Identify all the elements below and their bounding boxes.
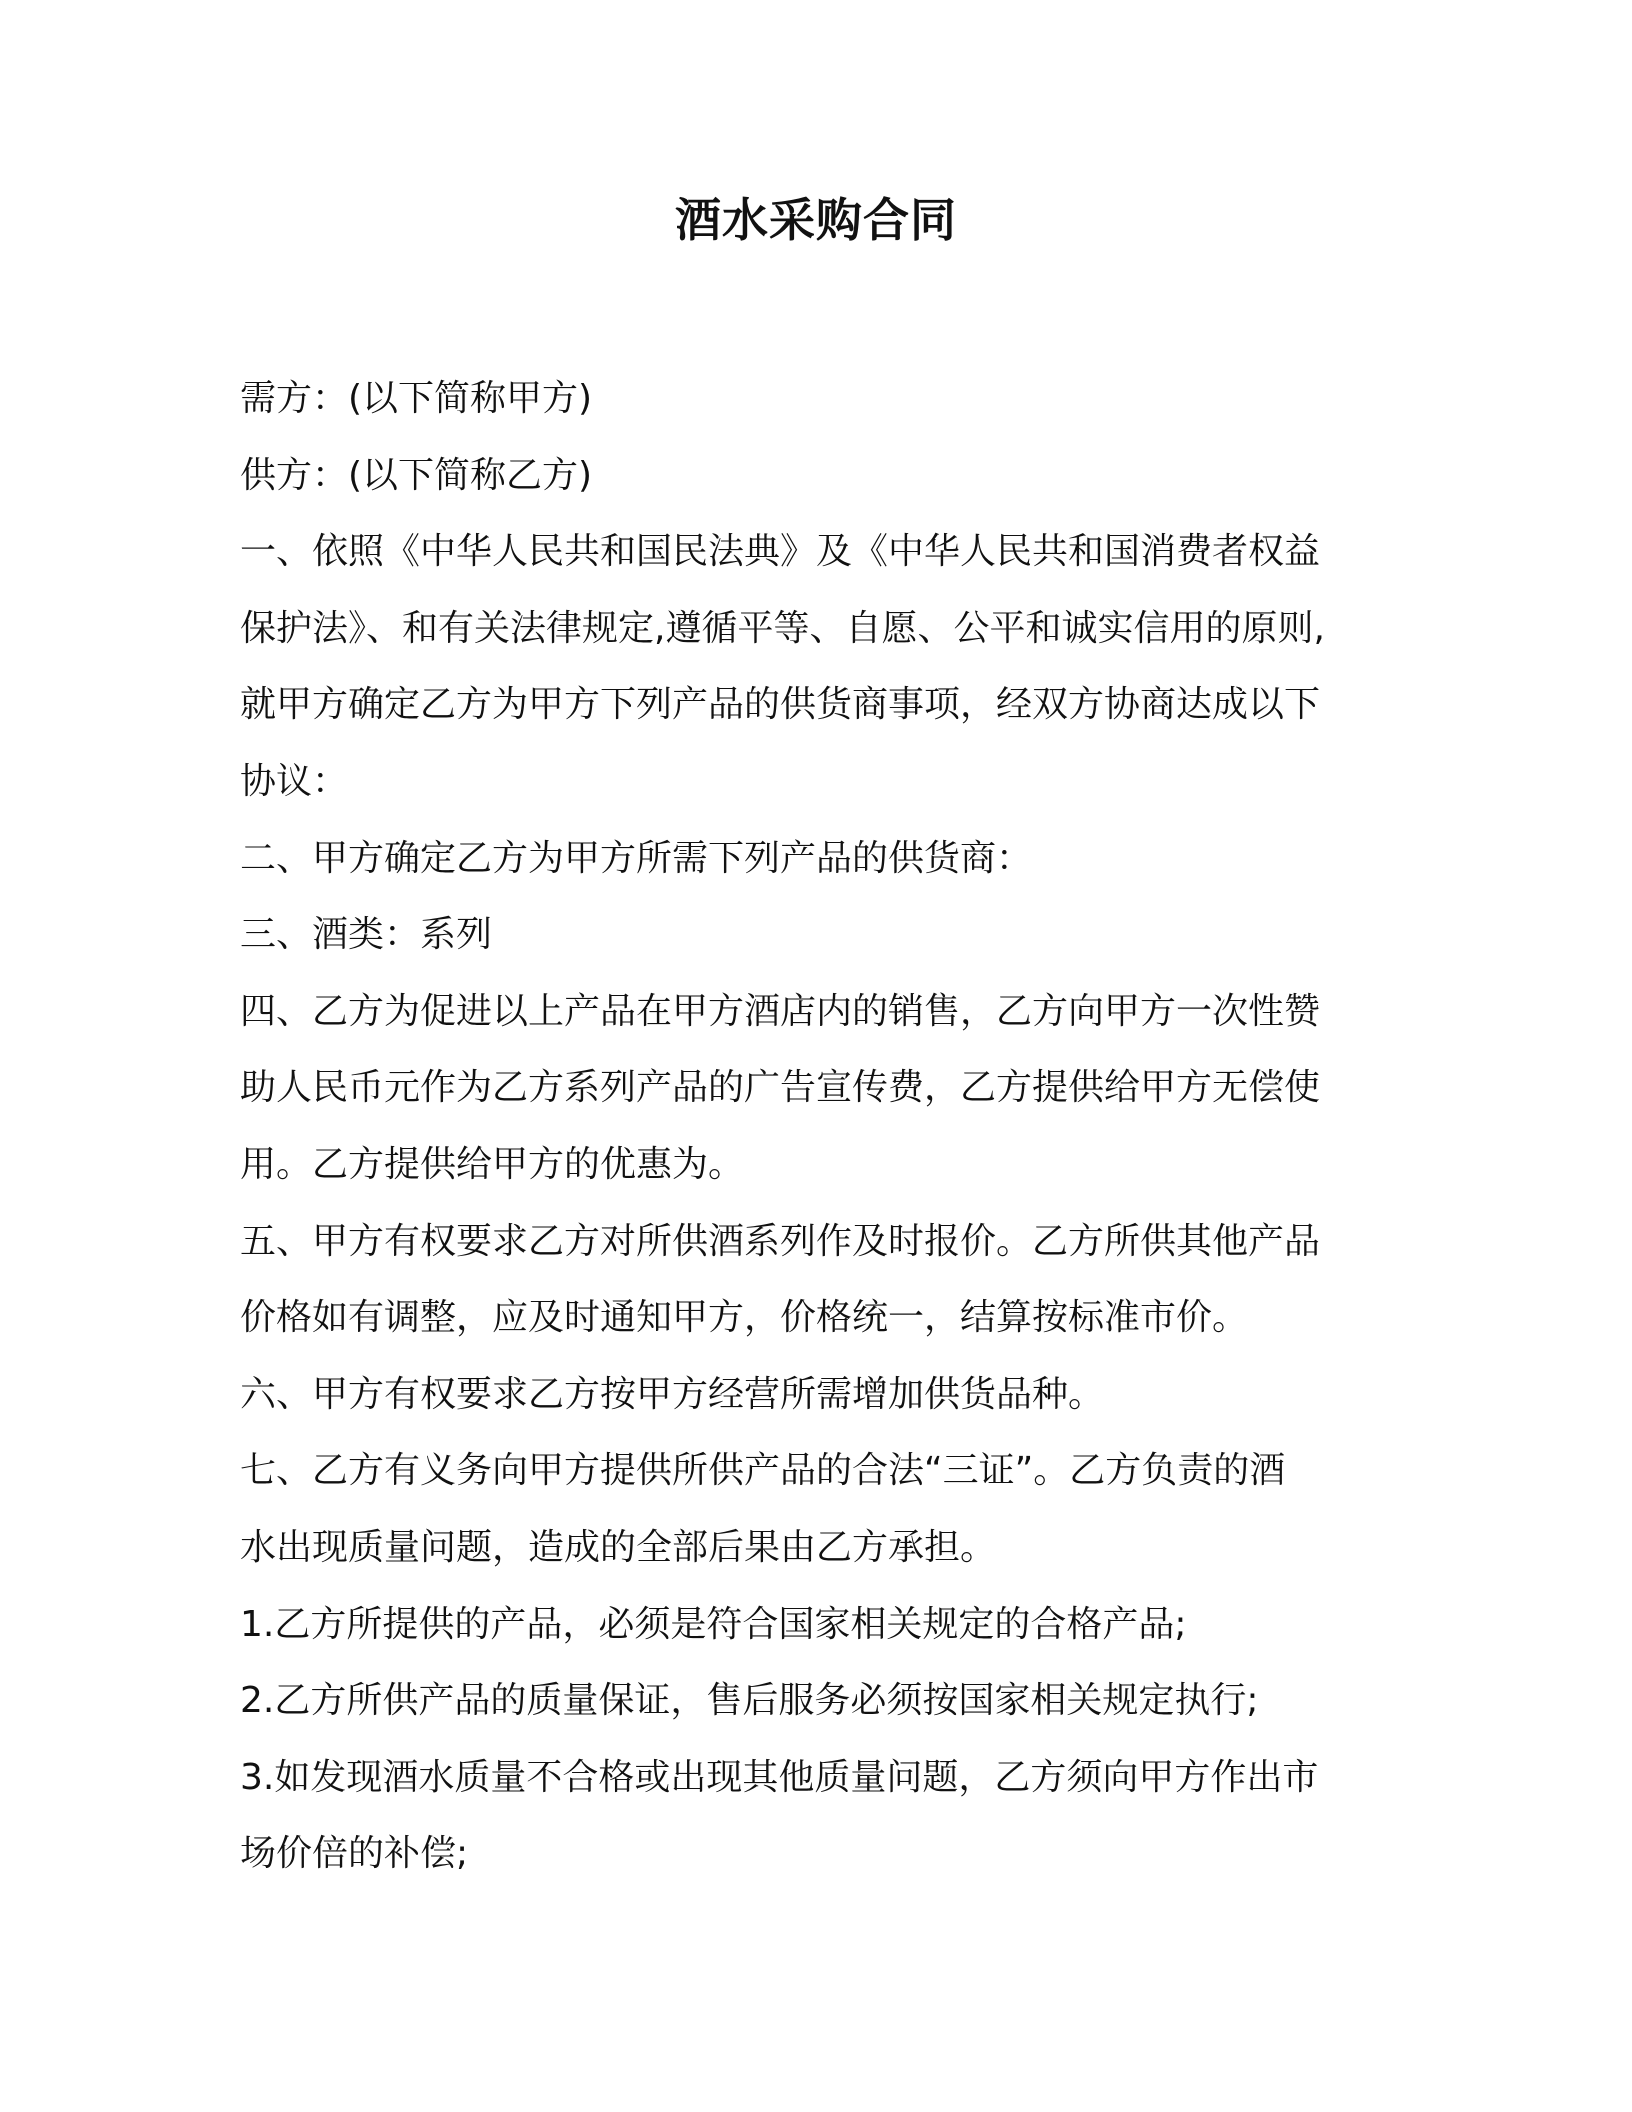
body-line: 六、甲方有权要求乙方按甲方经营所需增加供货品种。 xyxy=(240,1373,1105,1415)
body-line: 需方：(以下简称甲方) xyxy=(240,378,593,419)
body-line: 助人民币元作为乙方系列产品的广告宣传费，乙方提供给甲方无偿使 xyxy=(240,1067,1321,1109)
body-line: 3.如发现酒水质量不合格或出现其他质量问题，乙方须向甲方作出市 xyxy=(240,1756,1319,1798)
body-line: 水出现质量问题，造成的全部后果由乙方承担。 xyxy=(240,1526,997,1568)
body-line: 供方：(以下简称乙方) xyxy=(240,454,593,496)
body-line: 就甲方确定乙方为甲方下列产品的供货商事项，经双方协商达成以下 xyxy=(240,684,1321,726)
body-line: 场价倍的补偿; xyxy=(240,1833,469,1875)
body-line: 二、甲方确定乙方为甲方所需下列产品的供货商： xyxy=(240,837,1033,879)
body-line: 1.乙方所提供的产品，必须是符合国家相关规定的合格产品; xyxy=(240,1603,1187,1645)
body-line: 七、乙方有义务向甲方提供所供产品的合法“三证”。乙方负责的酒 xyxy=(240,1450,1286,1492)
body-line: 2.乙方所供产品的质量保证，售后服务必须按国家相关规定执行; xyxy=(240,1680,1259,1722)
body-line: 协议： xyxy=(240,760,349,802)
body-line: 保护法》、和有关法律规定,遵循平等、自愿、公平和诚实信用的原则, xyxy=(240,607,1325,649)
body-line: 一、依照《中华人民共和国民法典》及《中华人民共和国消费者权益 xyxy=(240,531,1321,573)
body-line: 四、乙方为促进以上产品在甲方酒店内的销售，乙方向甲方一次性赞 xyxy=(240,990,1321,1032)
document-title: 酒水采购合同 xyxy=(675,193,957,247)
body-line: 三、酒类：系列 xyxy=(240,914,493,956)
body-line: 用。乙方提供给甲方的优惠为。 xyxy=(240,1143,745,1185)
document-body xyxy=(240,361,1400,1893)
body-line: 价格如有调整，应及时通知甲方，价格统一，结算按标准市价。 xyxy=(240,1297,1249,1339)
body-line: 五、甲方有权要求乙方对所供酒系列作及时报价。乙方所供其他产品 xyxy=(240,1220,1321,1262)
